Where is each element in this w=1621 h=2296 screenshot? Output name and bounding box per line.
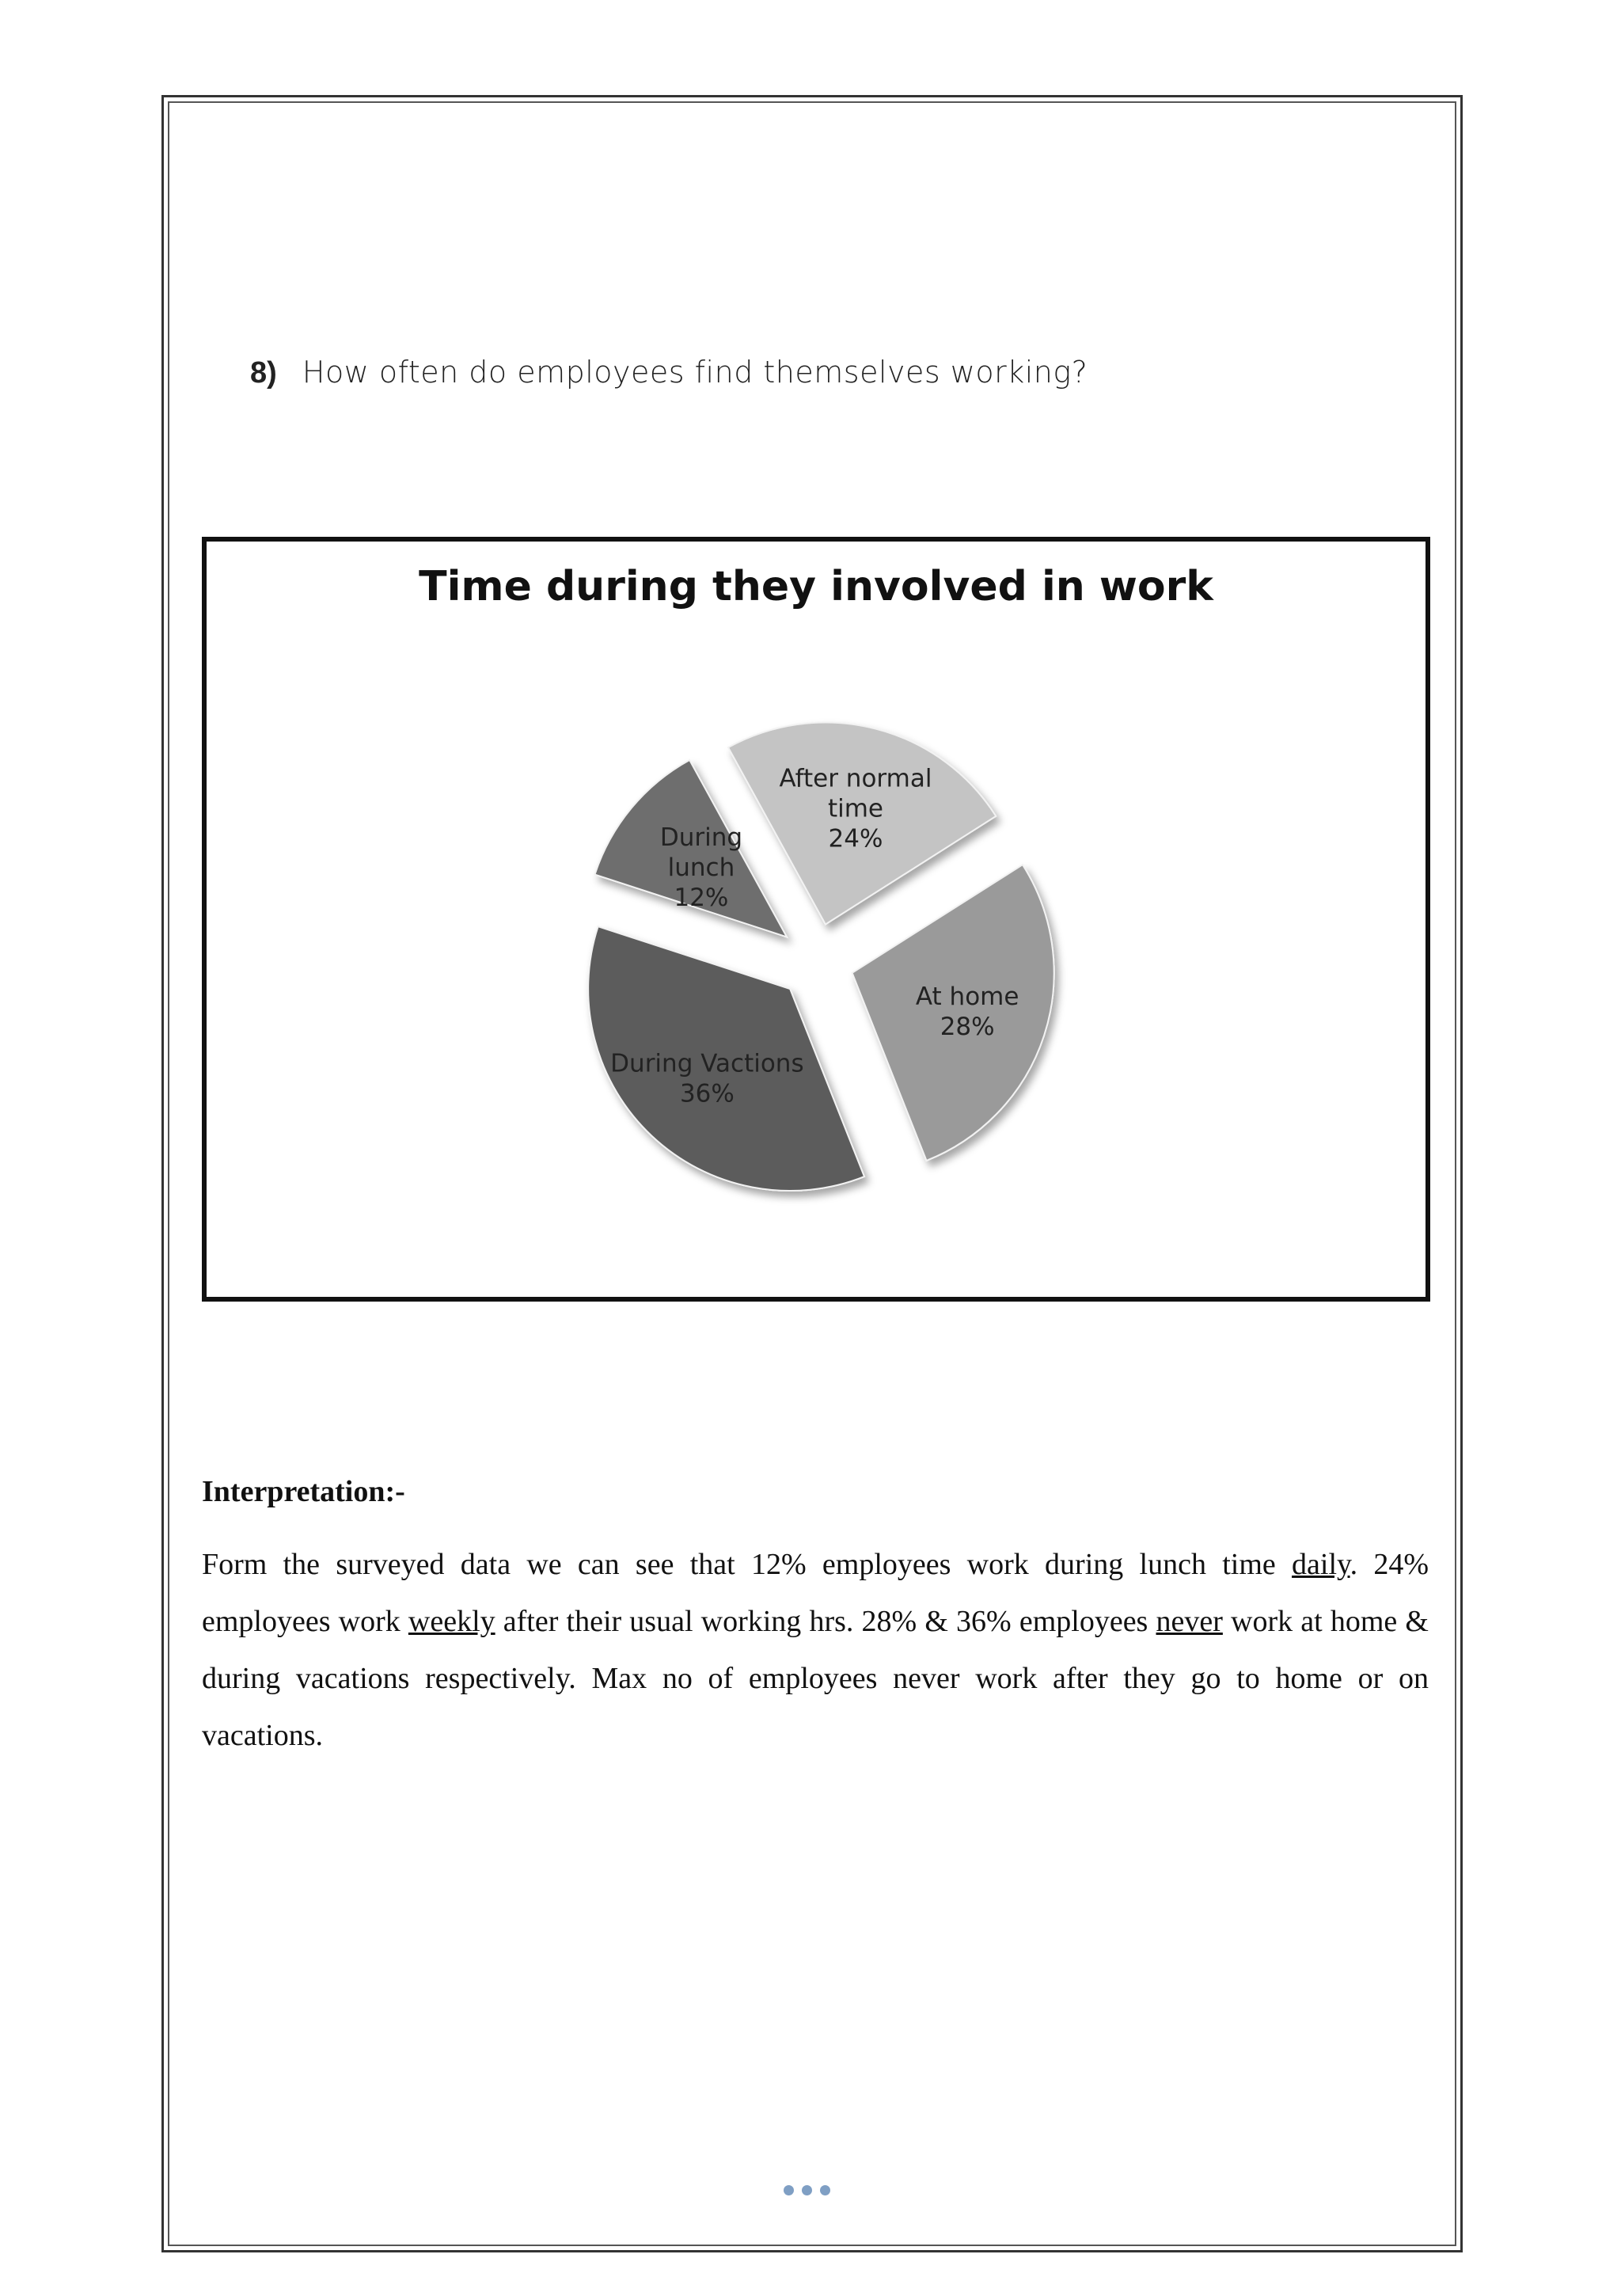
interpretation-heading: Interpretation:- — [202, 1475, 405, 1508]
pie-chart-frame — [202, 537, 1430, 1302]
question-number: 8) — [250, 356, 277, 390]
pie-chart — [207, 542, 1425, 1297]
pie-slice — [728, 723, 996, 925]
footer-dot — [784, 2185, 794, 2195]
underlined-term: weekly — [408, 1605, 495, 1638]
paragraph-text: Form the surveyed data we can see that 12% employees work during lunch time — [202, 1548, 1293, 1581]
page-footer-dots — [784, 2185, 830, 2195]
slice-category-label: lunch — [667, 853, 735, 883]
interpretation-paragraph — [202, 1536, 1429, 1764]
paragraph-text: work at home & during vacations respectively. Max no of employees never work after they go to home or on vacations. — [202, 1605, 1429, 1752]
footer-dot — [820, 2185, 830, 2195]
slice-category-label: During Vactions — [610, 1049, 804, 1078]
paragraph-text: . 24% employees work — [202, 1548, 1429, 1638]
slice-value-label: 28% — [940, 1013, 995, 1042]
chart-title: Time during they involved in work — [419, 563, 1213, 610]
footer-dot — [802, 2185, 812, 2195]
slice-value-label: 24% — [828, 824, 883, 853]
slice-category-label: After normal — [779, 764, 932, 793]
paragraph-text: after their usual working hrs. 28% & 36% employees — [495, 1605, 1156, 1638]
question — [250, 355, 1088, 390]
question-text: How often do employees find themselves working? — [302, 355, 1088, 390]
slice-category-label: At home — [915, 983, 1019, 1012]
slice-category-label: During — [659, 823, 743, 853]
underlined-term: never — [1156, 1605, 1223, 1638]
slice-value-label: 36% — [679, 1079, 735, 1108]
slice-category-label: time — [827, 794, 884, 823]
underlined-term: daily — [1292, 1548, 1350, 1581]
slice-value-label: 12% — [674, 884, 729, 913]
